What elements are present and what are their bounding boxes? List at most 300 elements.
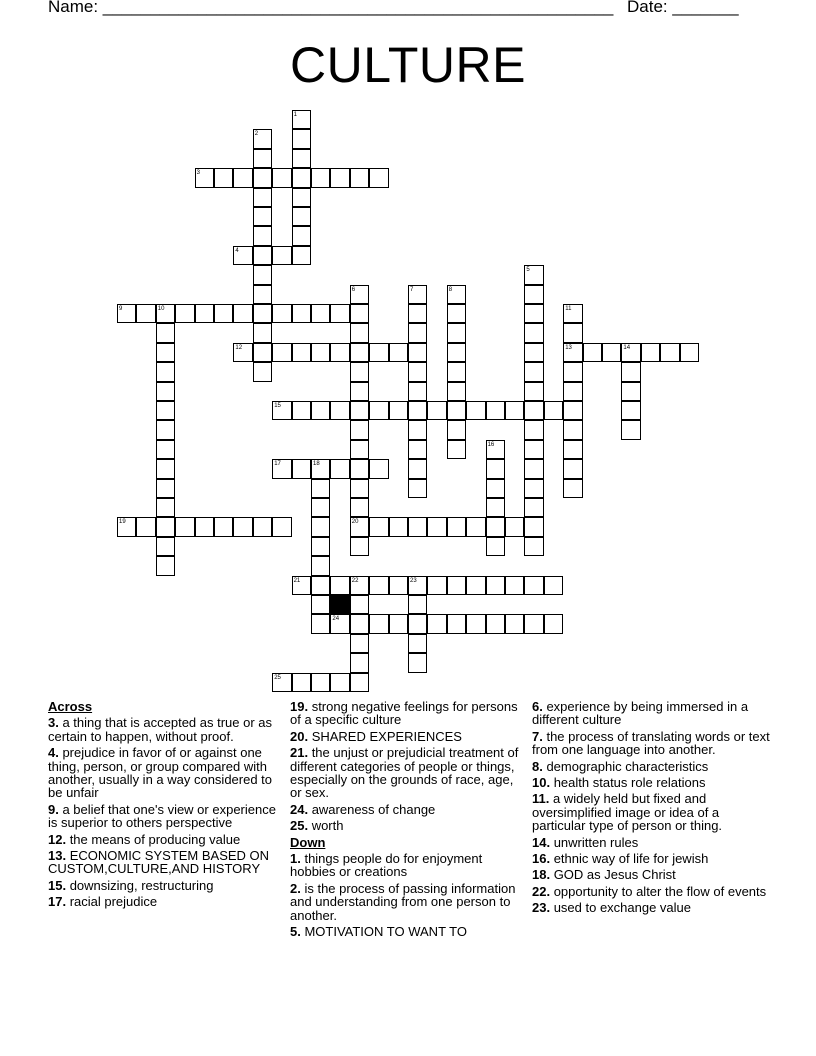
crossword-cell[interactable]	[427, 401, 446, 420]
crossword-cell[interactable]	[292, 343, 311, 362]
crossword-cell[interactable]	[408, 362, 427, 381]
crossword-cell[interactable]	[350, 362, 369, 381]
crossword-cell[interactable]	[524, 479, 543, 498]
crossword-cell[interactable]	[311, 595, 330, 614]
crossword-cell[interactable]	[350, 420, 369, 439]
clue-text: the means of producing value	[66, 831, 241, 847]
crossword-cell[interactable]	[156, 382, 175, 401]
crossword-cell[interactable]	[524, 401, 543, 420]
crossword-cell[interactable]	[330, 343, 349, 362]
clue-number: 2	[254, 131, 259, 138]
clue-text: demographic characteristics	[542, 758, 709, 774]
clue-number: 1	[293, 112, 297, 118]
clue-item	[290, 882, 522, 922]
crossword-cell[interactable]	[447, 343, 466, 362]
crossword-cell[interactable]	[563, 304, 582, 323]
crossword-cell[interactable]	[233, 517, 252, 536]
across-clue-list	[48, 716, 276, 908]
down-heading: Down	[290, 834, 326, 850]
clue-number-label: 15.	[48, 877, 67, 893]
crossword-cell[interactable]	[621, 343, 640, 362]
crossword-cell[interactable]	[466, 401, 485, 420]
clue-number: 3	[196, 170, 200, 177]
crossword-cell[interactable]	[408, 382, 427, 401]
crossword-cell[interactable]	[524, 323, 543, 342]
crossword-cell[interactable]	[350, 382, 369, 401]
crossword-cell[interactable]	[447, 401, 466, 420]
crossword-cell[interactable]	[117, 517, 136, 536]
clue-text: used to exchange value	[550, 900, 692, 916]
crossword-cell[interactable]	[486, 537, 505, 556]
crossword-cell[interactable]	[292, 226, 311, 245]
crossword-cell[interactable]	[408, 653, 427, 672]
crossword-cell[interactable]	[408, 420, 427, 439]
crossword-cell[interactable]	[524, 459, 543, 478]
clue-number: 14	[623, 344, 631, 351]
clue-item	[48, 879, 276, 892]
crossword-cell[interactable]	[292, 129, 311, 148]
crossword-cell[interactable]	[253, 149, 272, 168]
crossword-cell[interactable]	[214, 304, 233, 323]
crossword-cell[interactable]	[524, 614, 543, 633]
crossword-cell[interactable]	[524, 285, 543, 304]
crossword-cell[interactable]	[563, 343, 582, 362]
clue-number-label: 9.	[48, 801, 59, 817]
crossword-cell[interactable]	[136, 304, 155, 323]
crossword-cell[interactable]	[369, 343, 388, 362]
crossword-cell[interactable]	[486, 459, 505, 478]
crossword-cell[interactable]	[156, 323, 175, 342]
crossword-cell[interactable]	[195, 304, 214, 323]
crossword-cell[interactable]	[253, 265, 272, 284]
clue-text: ethnic way of life for jewish	[550, 851, 709, 867]
clue-number: 19	[119, 519, 126, 526]
clue-number: 24	[332, 616, 340, 623]
clue-item	[532, 885, 772, 898]
clue-number: 23	[410, 577, 417, 584]
clue-number-label: 24.	[290, 801, 309, 817]
crossword-cell[interactable]	[447, 323, 466, 342]
crossword-cell[interactable]	[408, 459, 427, 478]
clue-number: 25	[274, 674, 281, 681]
crossword-cell[interactable]	[156, 556, 175, 575]
crossword-cell[interactable]	[292, 576, 311, 595]
clue-number-label: 8.	[532, 758, 543, 774]
clue-text: SHARED EXPERIENCES	[308, 728, 462, 744]
crossword-cell[interactable]	[292, 188, 311, 207]
clue-number: 13	[565, 344, 572, 351]
crossword-cell[interactable]	[350, 576, 369, 595]
crossword-cell[interactable]	[350, 440, 369, 459]
clue-item	[48, 803, 276, 830]
clue-item	[532, 792, 772, 832]
crossword-cell[interactable]	[350, 343, 369, 362]
crossword-cell[interactable]	[292, 304, 311, 323]
clue-item	[532, 836, 772, 849]
crossword-cell[interactable]	[350, 479, 369, 498]
clue-column-3	[532, 700, 772, 918]
clue-item	[532, 760, 772, 773]
clue-text: the process of translating words or text from one language into another.	[532, 728, 770, 758]
crossword-cell[interactable]	[505, 614, 524, 633]
crossword-cell[interactable]	[156, 537, 175, 556]
crossword-cell[interactable]	[330, 401, 349, 420]
clue-number-label: 7.	[532, 728, 543, 744]
crossword-cell[interactable]	[524, 343, 543, 362]
crossword-cell[interactable]	[330, 459, 349, 478]
clue-text: the unjust or prejudicial treatment of different categories of people or things, especially on the grounds of race, age, or sex.	[290, 745, 519, 801]
crossword-cell[interactable]	[195, 168, 214, 187]
crossword-cell[interactable]	[621, 382, 640, 401]
across-clue-list-continued	[290, 700, 522, 833]
crossword-cell[interactable]	[292, 207, 311, 226]
crossword-cell[interactable]	[408, 343, 427, 362]
crossword-cell[interactable]	[524, 362, 543, 381]
crossword-cell[interactable]	[330, 614, 349, 633]
crossword-cell[interactable]	[583, 343, 602, 362]
crossword-cell[interactable]	[156, 498, 175, 517]
crossword-cell[interactable]	[621, 401, 640, 420]
crossword-cell[interactable]	[272, 246, 291, 265]
clue-text: prejudice in favor of or against one thing, person, or group compared with another, usually in a way considered to be unfair	[48, 745, 273, 801]
crossword-cell[interactable]	[156, 343, 175, 362]
crossword-cell[interactable]	[524, 304, 543, 323]
crossword-cell[interactable]	[253, 246, 272, 265]
crossword-cell[interactable]	[311, 517, 330, 536]
crossword-cell[interactable]	[311, 459, 330, 478]
crossword-cell[interactable]	[544, 614, 563, 633]
clue-number: 7	[410, 286, 414, 293]
clue-item	[48, 849, 276, 876]
clue-number: 10	[157, 306, 165, 312]
crossword-cell[interactable]	[602, 343, 621, 362]
clue-text: GOD as Jesus Christ	[550, 867, 676, 883]
clue-text: unwritten rules	[550, 834, 639, 850]
down-clue-list	[290, 852, 522, 938]
clue-number-label: 13.	[48, 848, 67, 864]
crossword-cell[interactable]	[156, 362, 175, 381]
clue-number-label: 17.	[48, 894, 67, 910]
crossword-cell[interactable]	[350, 673, 369, 692]
crossword-cell[interactable]	[117, 304, 136, 323]
crossword-cell[interactable]	[272, 459, 291, 478]
crossword-cell[interactable]	[253, 226, 272, 245]
crossword-cell[interactable]	[408, 401, 427, 420]
crossword-cell[interactable]	[563, 420, 582, 439]
crossword-cell[interactable]	[544, 401, 563, 420]
clue-number: 17	[274, 461, 281, 468]
crossword-cell[interactable]	[214, 168, 233, 187]
crossword-cell[interactable]	[524, 440, 543, 459]
crossword-cell[interactable]	[389, 517, 408, 536]
crossword-cell[interactable]	[563, 382, 582, 401]
crossword-cell[interactable]	[311, 556, 330, 575]
crossword-cell[interactable]	[311, 343, 330, 362]
clue-item	[532, 730, 772, 757]
crossword-cell[interactable]	[350, 304, 369, 323]
crossword-cell[interactable]	[350, 323, 369, 342]
crossword-cell[interactable]	[253, 362, 272, 381]
clue-text: strong negative feelings for persons of a specific culture	[290, 699, 518, 728]
crossword-cell[interactable]	[350, 401, 369, 420]
crossword-cell[interactable]	[156, 517, 175, 536]
crossword-cell[interactable]	[447, 440, 466, 459]
crossword-cell[interactable]	[253, 207, 272, 226]
crossword-cell[interactable]	[175, 517, 194, 536]
crossword-cell[interactable]	[621, 362, 640, 381]
clue-item	[532, 868, 772, 881]
crossword-cell[interactable]	[311, 498, 330, 517]
name-field-label: Name: ______________________________________________________	[48, 0, 614, 16]
crossword-cell[interactable]	[272, 304, 291, 323]
clue-item	[290, 803, 522, 816]
crossword-cell[interactable]	[447, 420, 466, 439]
crossword-cell[interactable]	[427, 576, 446, 595]
crossword-cell[interactable]	[524, 537, 543, 556]
crossword-cell[interactable]	[408, 440, 427, 459]
crossword-cell[interactable]	[486, 498, 505, 517]
crossword-cell[interactable]	[292, 168, 311, 187]
clue-item	[48, 746, 276, 800]
crossword-cell[interactable]	[389, 576, 408, 595]
crossword-cell[interactable]	[544, 576, 563, 595]
crossword-cell[interactable]	[524, 382, 543, 401]
crossword-cell[interactable]	[447, 304, 466, 323]
crossword-cell[interactable]	[253, 285, 272, 304]
crossword-cell[interactable]	[292, 246, 311, 265]
clue-number-label: 14.	[532, 834, 551, 850]
crossword-cell[interactable]	[408, 285, 427, 304]
crossword-cell[interactable]	[311, 673, 330, 692]
clue-number: 15	[274, 403, 281, 409]
crossword-cell[interactable]	[408, 304, 427, 323]
crossword-cell[interactable]	[369, 517, 388, 536]
crossword-cell[interactable]	[447, 382, 466, 401]
clue-item	[290, 746, 522, 800]
clue-number-label: 16.	[532, 851, 551, 867]
crossword-cell[interactable]	[253, 168, 272, 187]
clue-number-label: 5.	[290, 924, 301, 940]
crossword-cell[interactable]	[524, 517, 543, 536]
clue-text: a belief that one's view or experience is superior to others perspective	[48, 801, 276, 831]
clue-text: racial prejudice	[66, 894, 158, 910]
clue-number: 6	[351, 286, 356, 293]
crossword-cell[interactable]	[311, 304, 330, 323]
clue-number: 11	[565, 306, 572, 312]
crossword-cell[interactable]	[369, 576, 388, 595]
crossword-cell[interactable]	[350, 614, 369, 633]
clue-number-label: 2.	[290, 880, 301, 896]
clue-text: things people do for enjoyment hobbies or creations	[290, 851, 483, 880]
crossword-cell[interactable]	[311, 576, 330, 595]
crossword-cell[interactable]	[369, 168, 388, 187]
crossword-cell[interactable]	[389, 614, 408, 633]
clue-number-label: 22.	[532, 883, 551, 899]
down-clue-list-continued	[532, 700, 772, 915]
crossword-cell[interactable]	[156, 459, 175, 478]
crossword-cell[interactable]	[563, 459, 582, 478]
crossword-cell[interactable]	[156, 420, 175, 439]
crossword-cell[interactable]	[330, 168, 349, 187]
clue-item	[290, 730, 522, 743]
crossword-cell[interactable]	[447, 362, 466, 381]
crossword-cell[interactable]	[660, 343, 679, 362]
crossword-cell[interactable]	[195, 517, 214, 536]
crossword-cell[interactable]	[292, 110, 311, 129]
crossword-cell[interactable]	[447, 614, 466, 633]
clue-column-2	[290, 700, 522, 942]
crossword-cell[interactable]	[486, 479, 505, 498]
crossword-cell[interactable]	[389, 343, 408, 362]
crossword-cell[interactable]	[350, 595, 369, 614]
clue-text: opportunity to alter the flow of events	[550, 883, 767, 899]
crossword-cell[interactable]	[233, 343, 252, 362]
crossword-cell[interactable]	[292, 401, 311, 420]
crossword-cell[interactable]	[175, 304, 194, 323]
crossword-cell[interactable]	[233, 304, 252, 323]
crossword-cell[interactable]	[253, 304, 272, 323]
crossword-cell[interactable]	[408, 323, 427, 342]
crossword-cell[interactable]	[486, 401, 505, 420]
crossword-cell[interactable]	[214, 517, 233, 536]
crossword-cell[interactable]	[253, 517, 272, 536]
crossword-cell[interactable]	[156, 440, 175, 459]
crossword-cell[interactable]	[350, 285, 369, 304]
clue-text: a widely held but fixed and oversimplified image or idea of a particular type of person or thing.	[532, 791, 723, 834]
crossword-cell[interactable]	[136, 517, 155, 536]
crossword-cell[interactable]	[563, 440, 582, 459]
clue-text: health status role relations	[550, 775, 706, 791]
page-title: CULTURE	[290, 37, 526, 93]
crossword-cell[interactable]	[524, 265, 543, 284]
crossword-cell[interactable]	[505, 517, 524, 536]
crossword-cell[interactable]	[330, 304, 349, 323]
crossword-cell[interactable]	[563, 401, 582, 420]
clue-column-1	[48, 700, 276, 912]
crossword-cell[interactable]	[563, 362, 582, 381]
crossword-cell[interactable]	[369, 614, 388, 633]
crossword-cell[interactable]	[272, 168, 291, 187]
crossword-cell[interactable]	[466, 517, 485, 536]
crossword-cell[interactable]	[524, 498, 543, 517]
crossword-cell[interactable]	[350, 634, 369, 653]
crossword-cell[interactable]	[447, 576, 466, 595]
crossword-cell[interactable]	[253, 188, 272, 207]
crossword-cell[interactable]	[369, 401, 388, 420]
crossword-cell[interactable]	[427, 614, 446, 633]
crossword-cell[interactable]	[156, 479, 175, 498]
crossword-cell[interactable]	[253, 129, 272, 148]
crossword-cell[interactable]	[272, 673, 291, 692]
crossword-cell[interactable]	[272, 343, 291, 362]
clue-number-label: 20.	[290, 728, 309, 744]
crossword-cell[interactable]	[272, 517, 291, 536]
crossword-cell[interactable]	[369, 459, 388, 478]
crossword-cell[interactable]	[350, 517, 369, 536]
crossword-cell[interactable]	[292, 149, 311, 168]
crossword-cell[interactable]	[253, 343, 272, 362]
crossword-cell[interactable]	[486, 440, 505, 459]
clue-number: 8	[448, 286, 453, 293]
crossword-cell[interactable]	[408, 479, 427, 498]
crossword-cell[interactable]	[311, 537, 330, 556]
crossword-cell[interactable]	[292, 459, 311, 478]
crossword-cell[interactable]	[408, 595, 427, 614]
clue-number-label: 3.	[48, 715, 59, 731]
crossword-cell[interactable]	[389, 401, 408, 420]
crossword-cell[interactable]	[350, 537, 369, 556]
clue-number: 12	[235, 344, 243, 351]
crossword-cell[interactable]	[524, 420, 543, 439]
crossword-cell[interactable]	[350, 653, 369, 672]
crossword-cell[interactable]	[466, 576, 485, 595]
crossword-cell[interactable]	[447, 517, 466, 536]
crossword-cell[interactable]	[408, 576, 427, 595]
crossword-cell[interactable]	[447, 285, 466, 304]
crossword-cell[interactable]	[311, 168, 330, 187]
crossword-cell[interactable]	[292, 673, 311, 692]
date-field-label: Date: _______	[627, 0, 739, 16]
crossword-cell[interactable]	[641, 343, 660, 362]
crossword-cell[interactable]	[486, 614, 505, 633]
clue-number-label: 6.	[532, 699, 543, 714]
crossword-cell[interactable]	[486, 576, 505, 595]
crossword-cell[interactable]	[311, 479, 330, 498]
clue-item	[290, 700, 522, 727]
crossword-cell[interactable]	[466, 614, 485, 633]
crossword-cell[interactable]	[350, 168, 369, 187]
crossword-cell[interactable]	[680, 343, 699, 362]
crossword-cell[interactable]	[272, 401, 291, 420]
clue-number-label: 12.	[48, 831, 67, 847]
crossword-cell[interactable]	[253, 323, 272, 342]
crossword-cell[interactable]	[233, 246, 252, 265]
crossword-cell[interactable]	[311, 401, 330, 420]
clue-item	[290, 925, 522, 938]
crossword-cell[interactable]	[621, 420, 640, 439]
crossword-cell[interactable]	[330, 576, 349, 595]
clue-number-label: 10.	[532, 775, 551, 791]
clue-text: ECONOMIC SYSTEM BASED ON CUSTOM,CULTURE,AND HISTORY	[48, 848, 270, 877]
crossword-cell[interactable]	[156, 304, 175, 323]
crossword-cell[interactable]	[350, 498, 369, 517]
clue-number: 20	[351, 519, 359, 526]
crossword-cell[interactable]	[427, 517, 446, 536]
crossword-cell[interactable]	[486, 517, 505, 536]
crossword-cell[interactable]	[563, 323, 582, 342]
clue-number-label: 18.	[532, 867, 551, 883]
crossword-cell[interactable]	[350, 459, 369, 478]
clue-item	[48, 833, 276, 846]
crossword-cell[interactable]	[233, 168, 252, 187]
crossword-cell[interactable]	[311, 614, 330, 633]
crossword-cell[interactable]	[408, 614, 427, 633]
crossword-cell[interactable]	[408, 517, 427, 536]
clue-item	[532, 852, 772, 865]
clue-number: 4	[235, 247, 239, 254]
clue-number: 9	[119, 306, 123, 312]
crossword-cell[interactable]	[505, 576, 524, 595]
crossword-cell[interactable]	[563, 479, 582, 498]
crossword-cell[interactable]	[505, 401, 524, 420]
crossword-cell[interactable]	[156, 401, 175, 420]
clue-number-label: 1.	[290, 851, 301, 867]
clue-item	[532, 901, 772, 914]
crossword-cell[interactable]	[408, 634, 427, 653]
crossword-cell[interactable]	[524, 576, 543, 595]
clue-number: 21	[293, 577, 301, 584]
crossword-cell[interactable]	[330, 673, 349, 692]
